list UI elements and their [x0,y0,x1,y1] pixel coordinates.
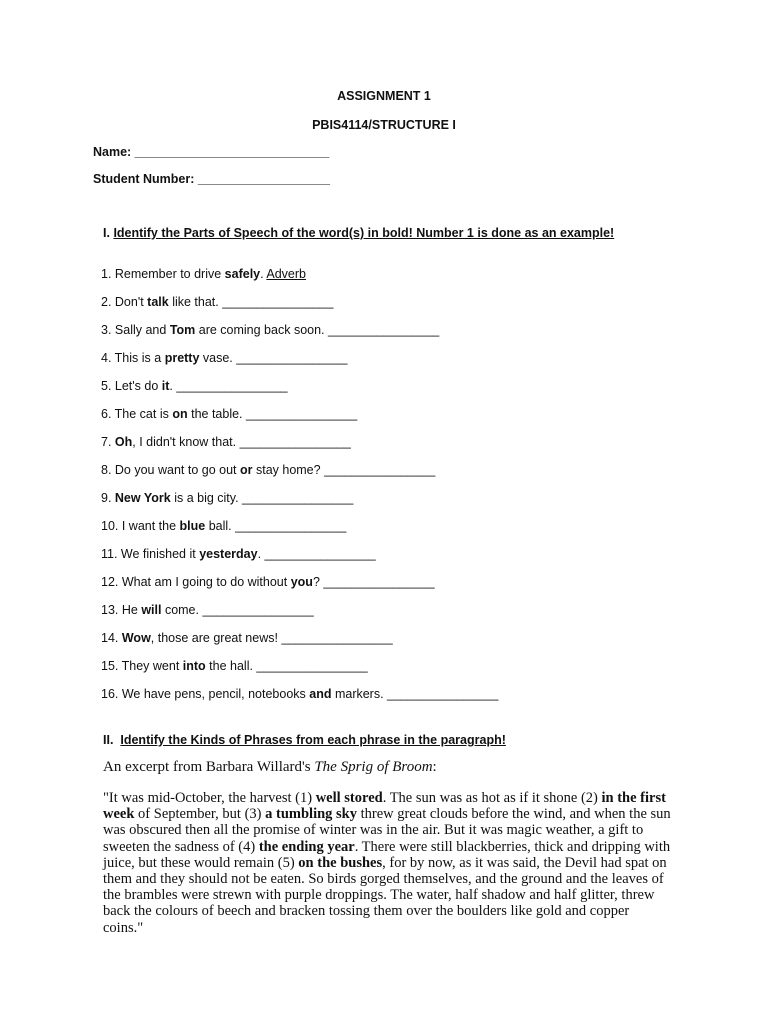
example-answer: Adverb [266,267,306,281]
answer-blank: ________________ [324,463,436,477]
answer-blank: ________________ [387,687,499,701]
question-text-before: I want the [121,519,180,533]
question-item [101,631,393,645]
question-item [101,351,347,365]
numbered-phrase: a tumbling sky [265,806,357,823]
question-text-before: Remember to drive [114,267,225,281]
question-text-after: , I didn't know that. [132,435,240,449]
section-1-heading [103,226,614,240]
question-text-after: like that. [168,295,223,309]
question-text-after: come. [161,603,203,617]
assignment-title: ASSIGNMENT 1 [337,89,431,103]
question-item [101,463,435,477]
question-number: 15. [101,659,122,673]
question-item [101,687,498,701]
answer-blank: ________________ [323,575,435,589]
question-text-after: are coming back soon. [195,323,328,337]
question-text-before: Let's do [114,379,162,393]
question-number: 16. [101,687,122,701]
answer-blank: ________________ [202,603,314,617]
question-text-before: Sally and [114,323,170,337]
section-2-instructions: Identify the Kinds of Phrases from each phrase in the paragraph! [120,733,506,747]
question-item [101,575,435,589]
paragraph-text: , for by now, as it was said, the Devil had spat on them and they should not be eaten. So birds gorged themselves, and the ground and the leaves of the brambles were strewn with purple droppings. The water, half shadow and half glitter, threw back the colours of beech and bracken tossing them over the boulders like gold and copper coins." [103,854,667,936]
section-1-instructions: Identify the Parts of Speech of the word(s) in bold! Number 1 is done as an example! [113,226,615,240]
question-item [101,407,357,421]
answer-blank: ________________ [222,295,334,309]
course-code: PBIS4114/STRUCTURE I [312,118,456,132]
answer-blank: ________________ [242,491,354,505]
question-bold-word: New York [114,491,171,505]
question-text-after: . [260,267,267,281]
student-number-field: Student Number: ___________________ [93,172,330,186]
question-text-before: Do you want to go out [114,463,240,477]
answer-blank: ________________ [236,351,348,365]
question-text-before: He [121,603,142,617]
question-text-before: We have pens, pencil, notebooks [121,687,310,701]
question-item [101,519,346,533]
question-item [101,603,314,617]
question-bold-word: safely [224,267,261,281]
question-number: 14. [101,631,122,645]
question-number: 6. [101,407,115,421]
excerpt-paragraph [103,790,673,936]
answer-blank: ________________ [264,547,376,561]
question-text-before: This is a [114,351,165,365]
question-bold-word: or [240,463,253,477]
name-field: Name: ____________________________ [93,145,330,159]
answer-blank: ________________ [328,323,440,337]
question-bold-word: yesterday [199,547,258,561]
question-item [101,295,333,309]
answer-blank: ________________ [281,631,393,645]
question-text-after: markers. [331,687,388,701]
section-2-numeral: II. [103,733,114,747]
question-text-after: is a big city. [170,491,243,505]
question-number: 11. [101,547,121,561]
question-text-after: the table. [187,407,246,421]
question-bold-word: Oh [114,435,133,449]
paragraph-text: threw great clouds before the wind, and when the sun was obscured then all the promise of winter was in the air. But it was magic weather, a gift to sweeten the sadness of (4) [103,806,671,855]
paragraph-text: . There were still blackberries, thick and dripping with juice, but these would remain (5) [103,838,671,871]
paragraph-text: of September, but (3) [134,806,266,823]
question-text-after: vase. [199,351,237,365]
question-bold-word: will [141,603,162,617]
question-number: 1. [101,267,115,281]
question-text-before: What am I going to do without [121,575,291,589]
answer-blank: ________________ [176,379,288,393]
question-number: 8. [101,463,115,477]
question-text-before: Don't [114,295,148,309]
numbered-phrase: on the bushes [298,854,383,871]
question-item [101,267,306,281]
question-item [101,491,353,505]
question-item [101,547,376,561]
question-text-after: ball. [205,519,236,533]
question-bold-word: blue [179,519,206,533]
question-bold-word: pretty [164,351,200,365]
answer-blank: ________________ [239,435,351,449]
paragraph-text: "It was mid-October, the harvest (1) [103,790,316,806]
question-number: 4. [101,351,115,365]
question-text-after: . [169,379,177,393]
question-item [101,659,368,673]
question-text-after: the hall. [205,659,257,673]
question-text-after: , those are great news! [150,631,282,645]
question-bold-word: into [182,659,206,673]
numbered-phrase: the ending year [258,838,355,855]
numbered-phrase: well stored [315,790,383,806]
question-text-before: The cat is [114,407,173,421]
section-1-numeral: I. [103,226,110,240]
answer-blank: ________________ [256,659,368,673]
question-number: 5. [101,379,115,393]
question-number: 13. [101,603,122,617]
question-number: 3. [101,323,115,337]
question-item [101,323,439,337]
numbered-phrase: in the first week [103,790,666,823]
paragraph-text: . The sun was as hot as if it shone (2) [382,790,602,806]
question-text-after: . [257,547,265,561]
question-number: 7. [101,435,115,449]
question-number: 10. [101,519,122,533]
question-bold-word: and [309,687,332,701]
question-number: 12. [101,575,122,589]
question-bold-word: you [290,575,313,589]
excerpt-intro-colon: : [432,759,437,775]
excerpt-book-title: The Sprig of Broom [314,759,433,775]
section-2-heading [103,733,506,747]
answer-blank: ________________ [246,407,358,421]
question-number: 9. [101,491,115,505]
question-text-before: They went [121,659,183,673]
question-text-before: We finished it [120,547,200,561]
question-bold-word: it [161,379,170,393]
excerpt-intro [103,759,437,776]
answer-blank: ________________ [235,519,347,533]
question-text-after: ? [312,575,324,589]
question-item [101,435,351,449]
question-bold-word: talk [147,295,169,309]
question-text-after: stay home? [252,463,325,477]
question-bold-word: Tom [169,323,196,337]
question-bold-word: on [172,407,188,421]
question-item [101,379,288,393]
question-number: 2. [101,295,115,309]
question-bold-word: Wow [121,631,151,645]
excerpt-intro-text: An excerpt from Barbara Willard's [103,759,315,775]
